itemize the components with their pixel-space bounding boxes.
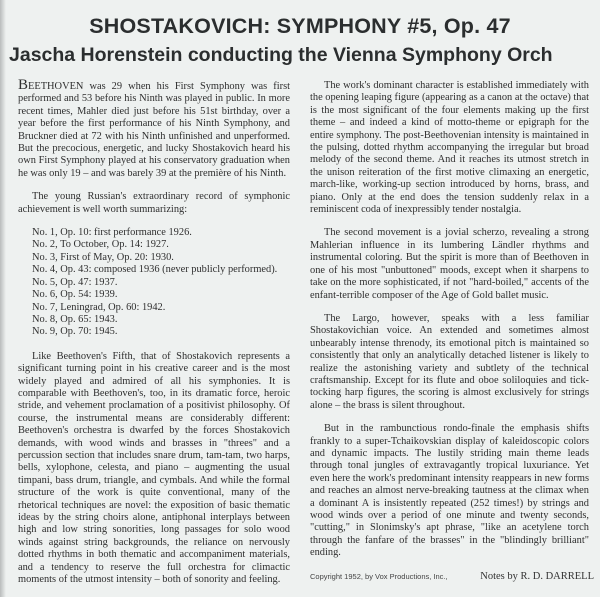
first-movement-paragraph: The work's dominant character is established immediately with the opening leaping figure (appearing as a canon at the octave) that is the most significant of the four elements making up the first theme – and indeed a kind of motto-theme or epigraph for the entire symphony. The post-Beethovenian intensity is maintained in the pulsing, dotted rhythm accompanying the irregular but broad melody of the second theme. And it reaches its utmost stretch in the unison reiteration of the first motive climaxing an energetic, march-like, working-up section introduced by horns, brass, and piano. Only at the end does the tension suddenly relax in a reminiscent coda of inexpressibly tender nostalgia. (310, 80, 589, 216)
symphony-list-item: No. 9, Op. 70: 1945. (32, 326, 118, 338)
scan-edge (0, 0, 6, 597)
symphony-list (32, 227, 290, 339)
summary-paragraph: The young Russian's extraordinary record of symphonic achievement is well worth summarizing: (18, 191, 290, 215)
symphony-list-item: No. 1, Op. 10: first performance 1926. (32, 227, 192, 239)
symphony-list-item: No. 2, To October, Op. 14: 1927. (32, 239, 169, 251)
footer (310, 571, 594, 582)
drop-cap: B (18, 77, 29, 93)
symphony-list-item: No. 6, Op. 54: 1939. (32, 289, 118, 301)
symphony-list-item: No. 4, Op. 43: composed 1936 (never publicly performed). (32, 264, 278, 276)
album-subtitle: Jascha Horenstein conducting the Vienna Symphony Orch (9, 44, 553, 66)
symphony-list-item: No. 7, Leningrad, Op. 60: 1942. (32, 301, 166, 313)
largo-paragraph: The Largo, however, speaks with a less familiar Shostakovichian voice. An extended and sometimes almost unbearably intense threnody, its emotional pitch is maintained so consistently that only an analytically detached listener is likely to realize the astonishing variety and subtlety of the technical craftsmanship. Except for its flute and oboe soliloquies and tick-tocking harp figures, the scoring is almost exclusively for strings alone – the brass is silent throughout. (310, 312, 589, 411)
album-title: SHOSTAKOVICH: SYMPHONY #5, Op. 47 (89, 14, 511, 38)
right-column (310, 80, 589, 571)
intro-paragraph (18, 77, 290, 180)
left-column (18, 77, 290, 597)
symphony-list-item: No. 3, First of May, Op. 20: 1930. (32, 251, 174, 263)
scherzo-paragraph: The second movement is a jovial scherzo, revealing a strong Mahlerian influence in its lumbering Ländler rhythms and instrumental coloring. But the spirit is more than of Beethoven in one of his most "unbuttoned" moods, except when it sharpens to take on the more sophisticated, if not "hard-boiled," accents of the enfant-terrible composer of the Age of Gold ballet music. (310, 227, 589, 301)
symphony-list-item: No. 5, Op. 47: 1937. (32, 276, 118, 288)
finale-paragraph: But in the rambunctious rondo-finale the emphasis shifts frankly to a super-Tchaikovskian display of kaleidoscopic colors and dynamic impacts. The lustily striding main theme leads through tonal jungles of extravagantly tropical luxuriance. Yet even here the work's predominant intensity reappears in new forms and reaches an almost nerve-breaking tautness at the climax when a dominant A is insistently repeated (252 times!) by strings and wood winds over a period of one minute and twenty seconds, "cutting," in Slonimsky's apt phrase, "like an acetylene torch through the fanfare of the brasses" in the "blindingly brilliant" ending. (310, 423, 589, 559)
copyright-notice: Copyright 1952, by Vox Productions, Inc., (310, 572, 448, 581)
fifth-symphony-paragraph: Like Beethoven's Fifth, that of Shostakovich represents a significant turning point in his creative career and is the most widely played and admired of all his symphonies. It is comparable with Beethoven's, too, in its dramatic force, heroic stride, and vehement proclamation of a positivist philosophy. Of course, the instrumental means are considerably different: Beethoven's orchestra is dwarfed by the forces Shostakovich demands, with wood winds and brasses in "threes" and a percussion section that includes snare drum, tam-tam, two harps, bells, xylophone, celesta, and piano – augmenting the usual timpani, bass drum, triangle, and cymbals. And while the formal structure of the work is quite conventional, many of the rhetorical techniques are novel: the exposition of basic thematic ideas by the string choirs alone, antiphonal interplays between high and low string sonorities, long passages for solo wood winds against string backgrounds, the reliance on nervously dotted rhythms in both thematic and accompaniment materials, and a tendency to reserve the full orchestra for climactic moments of the utmost intensity – both of sonority and feeling. (18, 350, 290, 586)
notes-credit: Notes by R. D. DARRELL (480, 571, 594, 582)
intro-text: EETHOVEN was 29 when his First Symphony was first performed and 53 before his Ninth was played in public. In more recent times, Mahler died just before his 51st birthday, over a year before the first performance of his Ninth Symphony, and Bruckner died at 72 with his Ninth unfinished and unperformed. But the precocious, energetic, and lucky Shostakovich heard his own First Symphony played at his conservatory graduation when he was only 19 – and was barely 39 at the première of his Ninth. (18, 81, 290, 179)
symphony-list-item: No. 8, Op. 65: 1943. (32, 313, 118, 325)
